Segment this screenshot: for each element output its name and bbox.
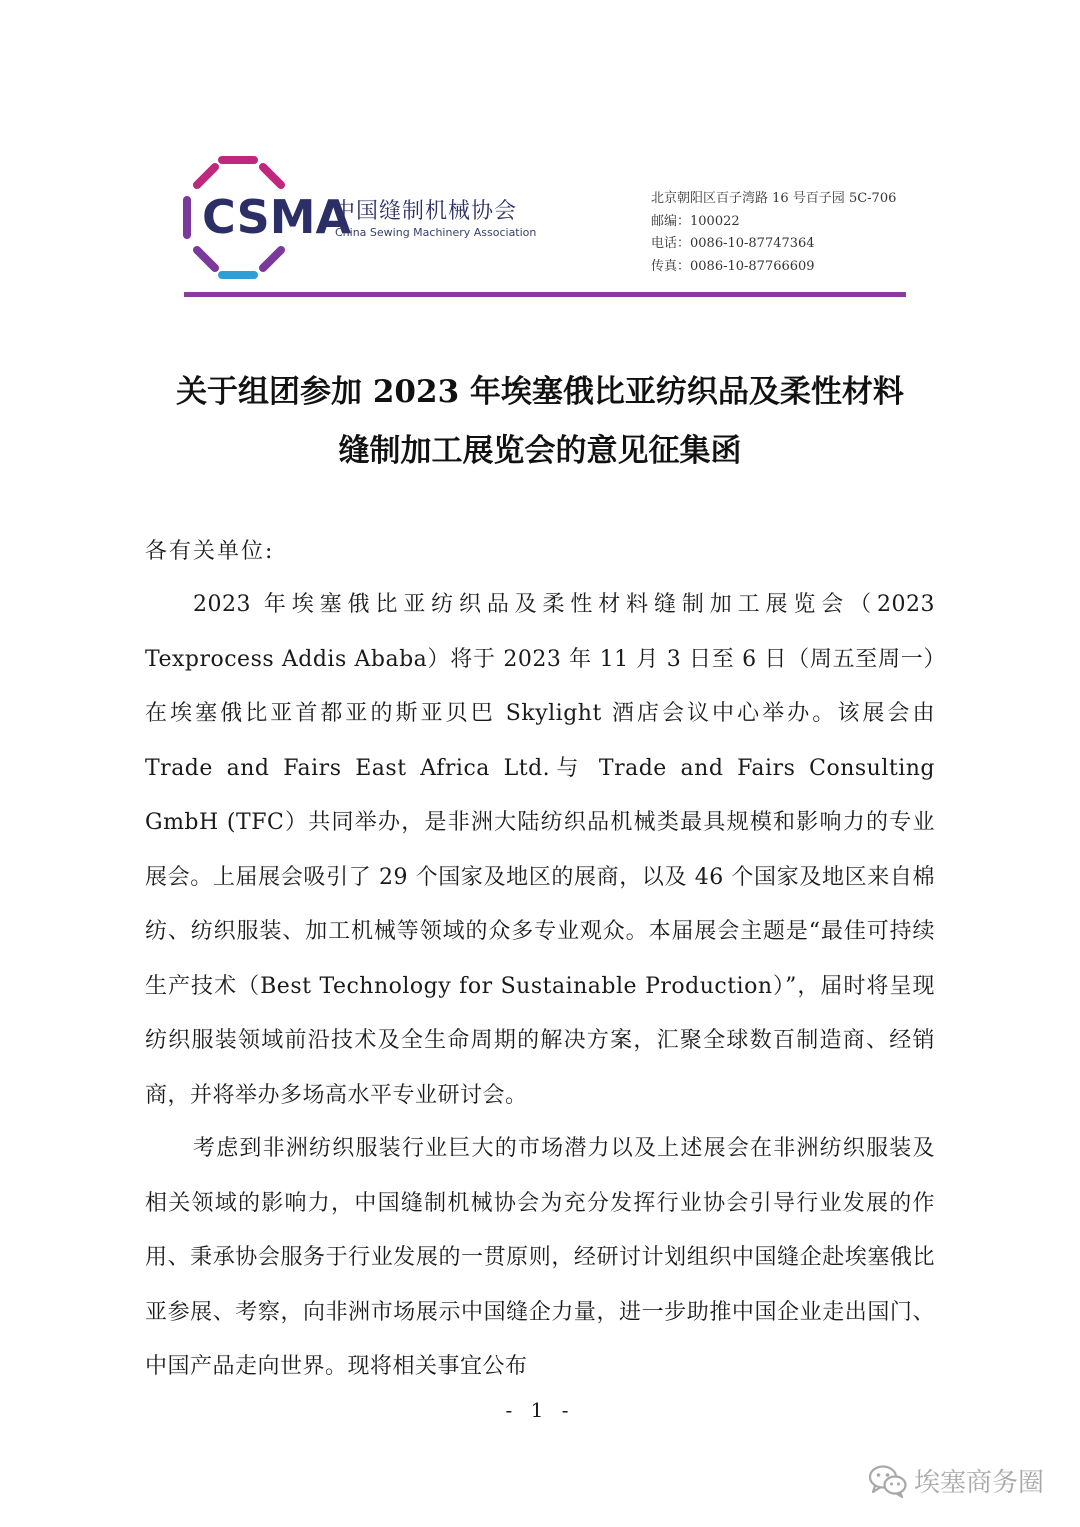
- contact-address: [651, 188, 921, 278]
- body-paragraph-1: 2023 年埃塞俄比亚纺织品及柔性材料缝制加工展览会（2023 Texprocess Addis Ababa）将于 2023 年 11 月 3 日至 6 日（周五至周一）在埃塞俄比亚首都亚的斯亚贝巴 Skylight 酒店会议中心举办。该展会由 Trade and Fairs East Africa Ltd.与 Trade and Fairs Consulting GmbH (TFC）共同举办，是非洲大陆纺织品机械类最具规模和影响力的专业展会。上届展会吸引了 29 个国家及地区的展商，以及 46 个国家及地区来自棉纺、纺织服装、加工机械等领域的众多专业观众。本届展会主题是“最佳可持续生产技术（Best Technology for Sustainable Production）”，届时将呈现纺织服装领域前沿技术及全生命周期的解决方案，汇聚全球数百制造商、经销商，并将举办多场高水平专业研讨会。: [145, 592, 935, 1108]
- org-name-cn: 中国缝制机械协会: [333, 199, 518, 224]
- body-paragraph-2: 考虑到非洲纺织服装行业巨大的市场潜力以及上述展会在非洲纺织服装及相关领域的影响力，中国缝制机械协会为充分发挥行业协会引导行业发展的作用、秉承协会服务于行业发展的一贯原则，经研讨计划组织中国缝企赴埃塞俄比亚参展、考察，向非洲市场展示中国缝企力量，进一步助推中国企业走出国门、中国产品走向世界。现将相关事宜公布: [145, 1136, 935, 1379]
- watermark-text: 埃塞商务圈: [914, 1468, 1045, 1498]
- watermark: [868, 1462, 1044, 1499]
- document-title-line2: 缝制加工展览会的意见征集函: [338, 433, 742, 469]
- page-number: - 1 -: [505, 1398, 575, 1422]
- org-name-en: China Sewing Machinery Association: [335, 226, 537, 239]
- fax-line: 传真：0086-10-87766609: [651, 258, 815, 274]
- document-title-line1: 关于组团参加 2023 年埃塞俄比亚纺织品及柔性材料: [176, 374, 904, 410]
- postcode-line: 邮编：100022: [651, 213, 740, 229]
- letterhead: [0, 0, 1080, 310]
- wechat-icon: [868, 1464, 908, 1498]
- salutation: 各有关单位:: [145, 539, 275, 564]
- csma-logo-icon: [180, 150, 352, 285]
- header-divider: [184, 292, 906, 297]
- logo-text: CSMA: [202, 190, 352, 244]
- address-line: 北京朝阳区百子湾路 16 号百子园 5C-706: [651, 191, 897, 206]
- phone-line: 电话：0086-10-87747364: [651, 236, 815, 251]
